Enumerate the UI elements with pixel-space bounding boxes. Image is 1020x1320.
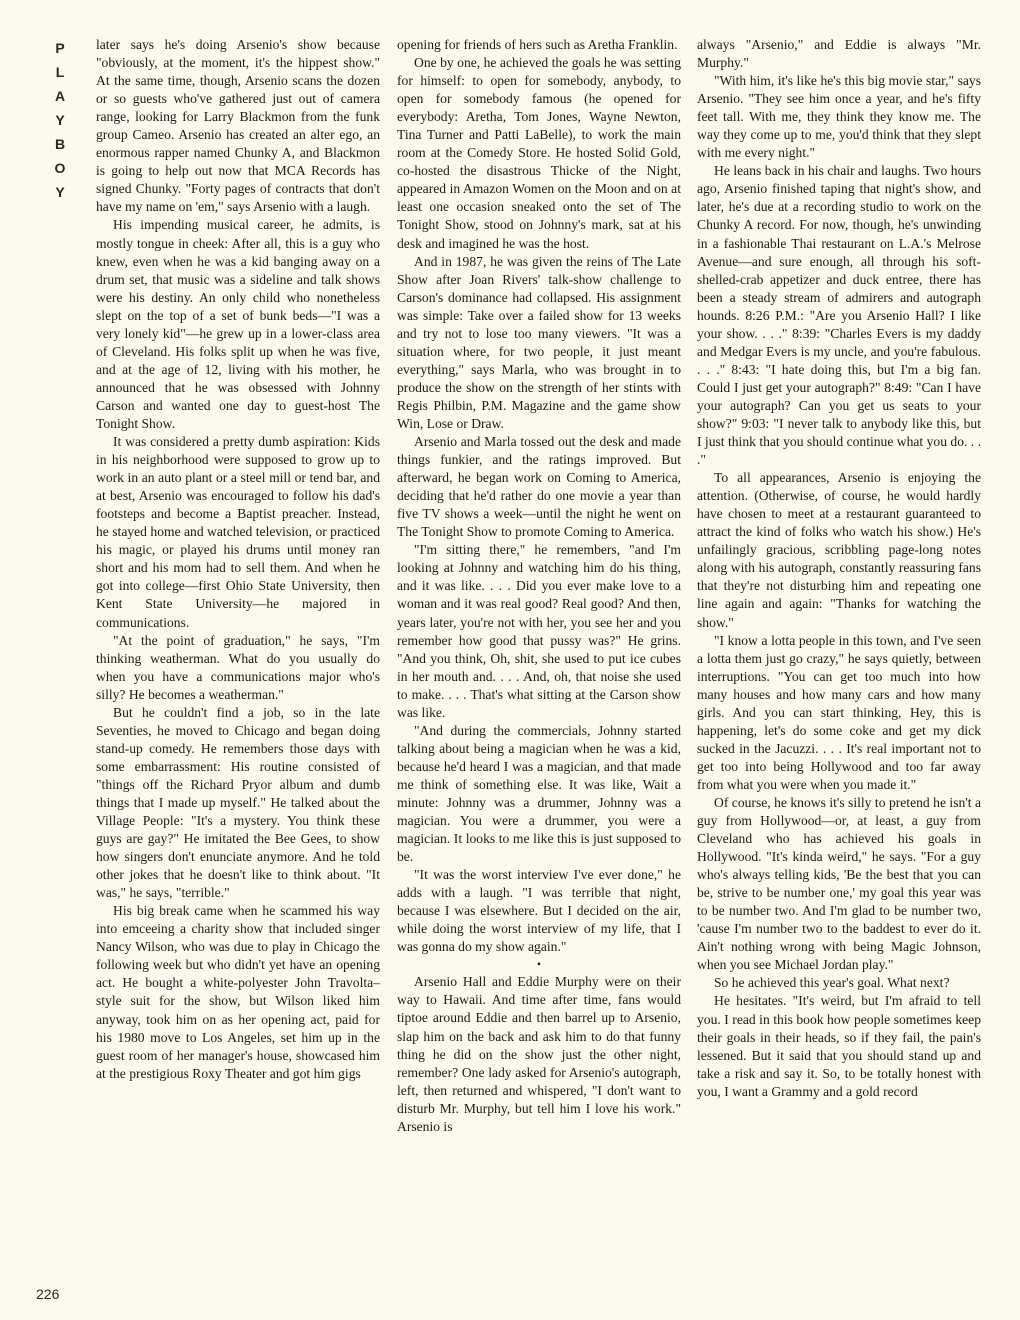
article-paragraph: To all appearances, Arsenio is enjoying the attention. (Otherwise, of course, he would hardly have chosen to meet at a restaurant guaranteed to attract the kind of folks who watch his show.) He's unfailingly gracious, scribbling page-long notes along with his autograph, constantly reassuring fans that they're not disturbing him and repeating one line again and again: "Thanks for watching the show." <box>697 470 981 630</box>
article-paragraph: "I'm sitting there," he remembers, "and I'm looking at Johnny and watching him do his thing, and it was like. . . . Did you ever make love to a woman and it was real good? Real good? And then, years later, you're not with her, you see her and you remember how good that pussy was?" He grins. "And you think, Oh, shit, she used to put ice cubes in her mouth and. . . . And, oh, that noise she used to make. . . . That's what sitting at the Carson show was like. <box>397 542 681 720</box>
text-column-2 <box>397 36 681 1136</box>
article-paragraph: He hesitates. "It's weird, but I'm afraid to tell you. I read in this book how people sometimes keep their goals in their heads, so if they fail, the pain's lessened. But it said that you should stand up and take a risk and say it. So, to be totally honest with you, I want a Grammy and a gold record <box>697 993 981 1099</box>
article-paragraph: always "Arsenio," and Eddie is always "Mr. Murphy." <box>697 37 981 71</box>
article-paragraph: It was considered a pretty dumb aspiration: Kids in his neighborhood were supposed to grow up to work in an auto plant or a steel mill or tend bar, and at best, Arsenio was encouraged to follow his dad's footsteps and become a Baptist preacher. Instead, he stayed home and watched television, or practiced his magic, or played his drums until money ran short and his mom had to sell them. And when he got into college—first Ohio State University, then Kent State University—he majored in communications. <box>96 434 380 630</box>
side-label-letter: P <box>55 40 65 56</box>
article-paragraph: His impending musical career, he admits, is mostly tongue in cheek: After all, this is a guy who knew, even when he was a kid banging away on a drum set, that music was a sideline and talk shows were his destiny. An only child who nonetheless slept on the top of a set of bunk beds—"I was a very lonely kid"—he grew up in a lower-class area of Cleveland. His folks split up when he was five, and at the age of 12, living with his mother, he announced that he was obsessed with Johnny Carson and wanted one day to guest-host The Tonight Show. <box>96 217 380 431</box>
article-paragraph: Arsenio Hall and Eddie Murphy were on their way to Hawaii. And time after time, fans would tiptoe around Eddie and then barrel up to Arsenio, slap him on the back and ask him to do that funny thing he did on the show just the other night, remember? One lady asked for Arsenio's autograph, left, then returned and whispered, "I don't want to disturb Mr. Murphy, but tell him I love his work." Arsenio is <box>397 974 681 1134</box>
side-label-letter: O <box>54 160 66 176</box>
article-paragraph: But he couldn't find a job, so in the late Seventies, he moved to Chicago and began doing stand-up comedy. He remembers those days with some embarrassment: His routine consisted of "things off the Richard Pryor album and dumb things that I made up myself." He talked about the Village People: "It's a mystery. You think these guys are gay?" He imitated the Bee Gees, to show how singers don't enunciate anymore. And he told other jokes that he doesn't like to think about. "It was," he says, "terrible." <box>96 704 380 901</box>
article-paragraph: "With him, it's like he's this big movie star," says Arsenio. "They see him once a year, and he's fifty feet tall. With me, they think they know me. The way they come up to me, you'd think that they slept with me every night." <box>697 73 981 161</box>
article-paragraph: "And during the commercials, Johnny started talking about being a magician when he was a kid, because he'd heard I was a magician, and that made me think of something else. It was like, Wait a minute: Johnny was a drummer, Johnny was a magician. You were a drummer, you were a magician. It looks to me like this is just supposed to be. <box>397 722 681 865</box>
text-column-3 <box>697 36 981 1101</box>
article-paragraph: He leans back in his chair and laughs. Two hours ago, Arsenio finished taping that night's show, and later, he's due at a recording studio to work on the Chunky A record. For now, though, he's unwinding in a fashionable Thai restaurant on L.A.'s Melrose Avenue—and sure enough, all through his soft-shelled-crab appetizer and duck entree, there has been a steady stream of admirers and autograph hounds. 8:26 P.M.: "Are you Arsenio Hall? I like your show. . . ." 8:39: "Charles Evers is my daddy and Medgar Evers is my uncle, and you're fabulous. . . ." 8:43: "I hate doing this, but I'm a big fan. Could I just get your autograph?" 8:49: "Can I have your autograph? Can you get us seats to your show?" 9:03: "I never talk to anybody like this, but I just think that you should continue what you do. . . ." <box>697 163 981 468</box>
side-label-letter: Y <box>55 112 65 128</box>
article-paragraph: Arsenio and Marla tossed out the desk and made things funkier, and the ratings improved. But afterward, he began work on Coming to America, deciding that he'd rather do one movie a year than five TV shows a week—until the night he went on The Tonight Show to promote Coming to America. <box>397 434 681 540</box>
article-paragraph: later says he's doing Arsenio's show because "obviously, at the moment, it's the hippest show." At the same time, though, Arsenio scans the dozen or so guests who've gathered just out of camera range, looking for Larry Blackmon from the funk group Cameo. Arsenio has created an alter ego, an enormous rapper named Chunky A, and Blackmon is going to help out now that MCA Records has signed Chunky. "Forty pages of contracts that don't have my name on 'em," says Arsenio with a laugh. <box>96 37 380 215</box>
side-label-letter: A <box>54 88 66 104</box>
article-paragraph: So he achieved this year's goal. What next? <box>714 975 950 991</box>
article-paragraph: And in 1987, he was given the reins of The Late Show after Joan Rivers' talk-show challenge to Carson's dominance had collapsed. His assignment was simple: Take over a failed show for 13 weeks and try not to lose too many viewers. "It was a situation where, for two people, it just meant everything," says Marla, who was brought in to produce the show on the strength of her stints with Regis Philbin, P.M. Magazine and the game show Win, Lose or Draw. <box>397 253 681 431</box>
article-paragraph: His big break came when he scammed his way into emceeing a charity show that included singer Nancy Wilson, who was due to play in Chicago the following week but who didn't yet have an opening act. He bought a white-polyester John Travolta–style suit for the show, but Wilson liked him anyway, took him on as her opening act, paid for his 1980 move to Los Angeles, set him up in the guest room of her manager's house, showcased him at the prestigious Roxy Theater and got him gigs <box>96 903 380 1081</box>
side-label-letter: L <box>55 64 65 80</box>
article-paragraph: "It was the worst interview I've ever done," he adds with a laugh. "I was terrible that night, because I was elsewhere. But I decided on the air, while doing the worst interview of my life, that I was gonna do my show again." <box>397 867 681 955</box>
section-break: • <box>536 957 542 972</box>
text-column-1 <box>96 36 380 1083</box>
side-label-letter: Y <box>55 184 65 200</box>
magazine-side-label <box>52 36 68 204</box>
side-label-letter: B <box>54 136 66 152</box>
article-paragraph: One by one, he achieved the goals he was setting for himself: to open for somebody, anybody, to open for somebody famous (he opened for everybody: Aretha, Tom Jones, Wayne Newton, Tina Turner and Patti LaBelle), to work the main room at the Comedy Store. He hosted Solid Gold, co-hosted the disastrous Thicke of the Night, appeared in Amazon Women on the Moon and on at least one occasion sneaked onto the set of The Tonight Show, stood on Johnny's mark, sat at his desk and imagined he was the host. <box>397 55 681 251</box>
article-paragraph: "I know a lotta people in this town, and I've seen a lotta them just go crazy," he says quietly, between interruptions. "You can get too much into how many houses and how many cars and how many girls. And you can start thinking, Hey, this is happening, let's do some coke and get my dick sucked in the Jacuzzi. . . . It's real important not to get too into being Hollywood and too far away from what you were when you made it." <box>697 632 981 792</box>
page-number: 226 <box>36 1286 60 1302</box>
article-paragraph: "At the point of graduation," he says, "I'm thinking weatherman. What do you usually do when you have a communications major who's silly? He becomes a weatherman." <box>96 632 380 702</box>
article-paragraph: Of course, he knows it's silly to pretend he isn't a guy from Hollywood—or, at least, a guy from Cleveland who has achieved his goals in Hollywood. "It's kinda weird," he says. "For a guy who's always telling kids, 'Be the best that you can be, strive to be number one,' my goal this year was to be number two. And I'm glad to be number two, 'cause I'm number two to the baddest to ever do it. Ain't nothing wrong with being Magic Johnson, when you see Michael Jordan play." <box>697 794 981 973</box>
article-paragraph: opening for friends of hers such as Aretha Franklin. <box>397 37 678 52</box>
